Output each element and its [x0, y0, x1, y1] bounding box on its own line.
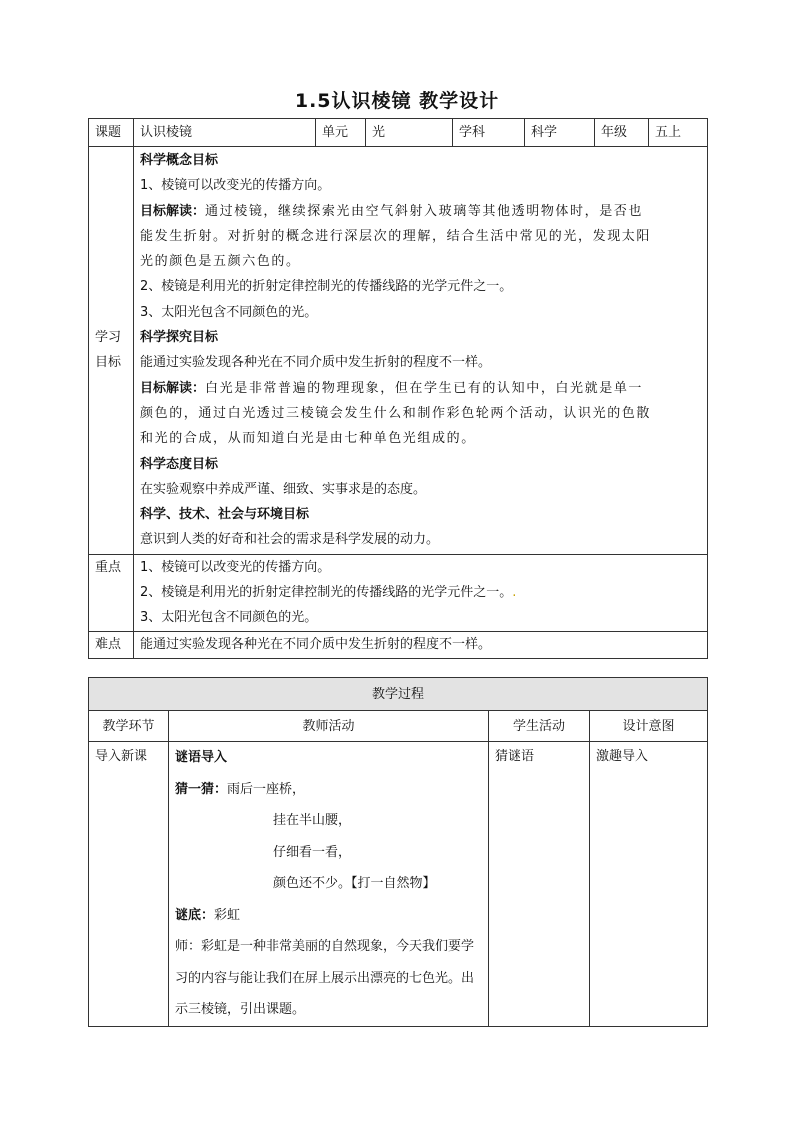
goals-label	[89, 147, 134, 555]
inquiry-goal-heading: 科学探究目标	[140, 330, 219, 346]
attitude-goal-heading: 科学态度目标	[140, 456, 219, 472]
topic-label: 课题	[89, 119, 134, 147]
teacher-heading: 谜语导入	[175, 750, 228, 765]
answer-value: 彩虹	[214, 907, 241, 923]
goals-label-line2: 目标	[95, 355, 122, 371]
process-header: 教学过程	[89, 678, 708, 711]
goals-label-line1: 学习	[95, 330, 122, 346]
concept-interp-text2: 能发生折射。对折射的概念进行深层次的理解，结合生活中常见的光，发现太阳	[140, 228, 652, 244]
teacher-text: 师：彩虹是一种非常美丽的自然现象，今天我们要学习的内容与能让我们在屏上展示出漂亮的七色光。出示三棱镜，引出课题。	[175, 939, 475, 1017]
lesson-info-table	[88, 118, 708, 659]
topic-value: 认识棱镜	[134, 119, 316, 147]
riddle-line2: 挂在半山腰，	[273, 813, 352, 828]
inquiry-interpretation	[140, 376, 701, 401]
concept-goal-heading: 科学概念目标	[140, 153, 219, 168]
key-points-content	[134, 554, 708, 631]
riddle-line3: 仔细看一看，	[273, 844, 352, 860]
subject-value: 科学	[525, 119, 595, 147]
key-point-item2: 2、棱镜是利用光的折射定律控制光的传播线路的光学元件之一。	[140, 585, 513, 601]
col-stage-header: 教学环节	[89, 711, 169, 742]
answer-line	[175, 900, 482, 932]
concept-goal-item1: 1、棱镜可以改变光的传播方向。	[140, 178, 331, 194]
subject-label: 学科	[453, 119, 525, 147]
unit-value: 光	[366, 119, 453, 147]
key-point-item3: 3、太阳光包含不同颜色的光。	[140, 610, 318, 626]
key-points-label: 重点	[89, 554, 134, 631]
teaching-process-table	[88, 677, 708, 1027]
key-point-item1: 1、棱镜可以改变光的传播方向。	[140, 559, 331, 575]
inquiry-interp-text2: 颜色的，通过白光透过三棱镜会发生什么和制作彩色轮两个活动，认识光的色散	[140, 405, 652, 421]
attitude-goal-item1: 在实验观察中养成严谨、细致、实事求是的态度。	[140, 481, 427, 497]
concept-interp-text3: 光的颜色是五颜六色的。	[140, 254, 301, 270]
difficulty-label: 难点	[89, 631, 134, 658]
process-column-headers	[89, 711, 708, 742]
difficulty-item1: 能通过实验发现各种光在不同介质中发生折射的程度不一样。	[134, 631, 708, 658]
inquiry-interp-label: 目标解读：	[140, 380, 206, 396]
concept-goal-item2: 2、棱镜是利用光的折射定律控制光的传播线路的光学元件之一。	[140, 279, 513, 295]
grade-label: 年级	[595, 119, 649, 147]
difficulty-row	[89, 631, 708, 658]
sts-goal-heading: 科学、技术、社会与环境目标	[140, 507, 310, 523]
goals-row	[89, 147, 708, 555]
info-row	[89, 119, 708, 147]
teacher-activity-cell	[169, 742, 489, 1027]
key-points-row	[89, 554, 708, 631]
key-point-item2-mark: .	[512, 585, 517, 601]
answer-label: 谜底：	[175, 907, 215, 923]
riddle-line4: 颜色还不少。【打一自然物】	[273, 876, 436, 891]
riddle-line1: 雨后一座桥，	[227, 781, 306, 797]
process-row-intro	[89, 742, 708, 1027]
grade-value: 五上	[649, 119, 708, 147]
col-student-header: 学生活动	[489, 711, 590, 742]
student-activity-cell: 猜谜语	[489, 742, 590, 1027]
concept-goal-item3: 3、太阳光包含不同颜色的光。	[140, 304, 318, 320]
inquiry-interp-text1: 白光是非常普遍的物理现象，但在学生已有的认知中，白光就是单一	[205, 380, 644, 396]
intent-cell: 激趣导入	[590, 742, 708, 1027]
concept-interpretation	[140, 199, 701, 224]
col-teacher-header: 教师活动	[169, 711, 489, 742]
stage-cell: 导入新课	[89, 742, 169, 1027]
concept-interp-label: 目标解读：	[140, 203, 206, 219]
guess-label: 猜一猜：	[175, 781, 228, 797]
guess-line	[175, 774, 482, 806]
inquiry-interp-text3: 和光的合成，从而知道白光是由七种单色光组成的。	[140, 431, 476, 447]
sts-goal-item1: 意识到人类的好奇和社会的需求是科学发展的动力。	[140, 532, 440, 548]
col-intent-header: 设计意图	[590, 711, 708, 742]
concept-interp-text1: 通过棱镜，继续探索光由空气斜射入玻璃等其他透明物体时，是否也	[205, 203, 644, 219]
goals-content	[134, 147, 708, 555]
page-title: 1.5认识棱镜 教学设计	[294, 90, 500, 112]
key-point-item2-wrap	[140, 580, 701, 605]
inquiry-goal-item1: 能通过实验发现各种光在不同介质中发生折射的程度不一样。	[140, 355, 492, 371]
unit-label: 单元	[316, 119, 366, 147]
